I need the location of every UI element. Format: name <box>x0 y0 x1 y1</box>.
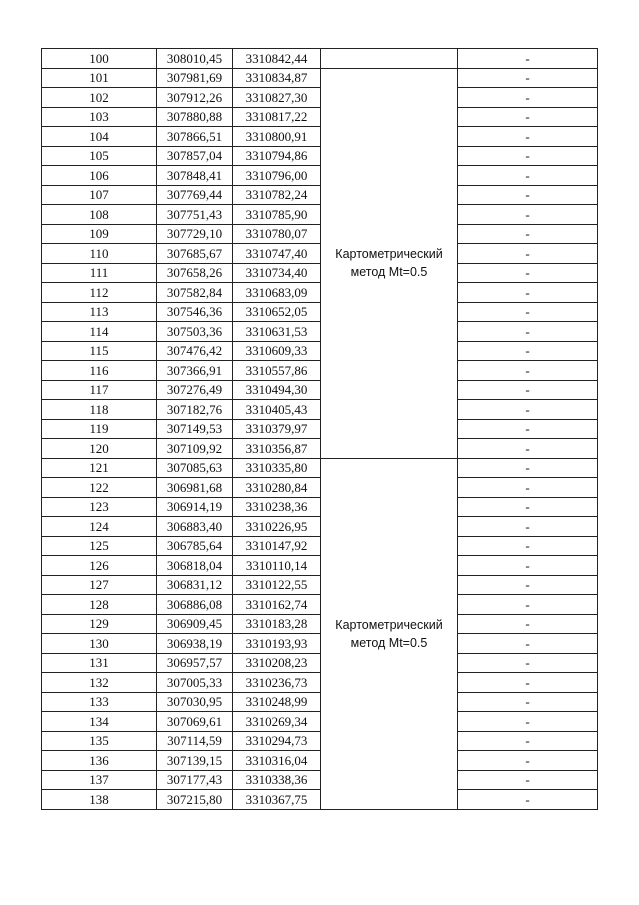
x-coordinate-cell: 306785,64 <box>157 536 233 556</box>
y-coordinate-cell: 3310238,36 <box>233 497 321 517</box>
x-coordinate-cell: 307030,95 <box>157 692 233 712</box>
note-cell: - <box>458 575 598 595</box>
note-cell: - <box>458 166 598 186</box>
point-number-cell: 136 <box>42 751 157 771</box>
note-cell: - <box>458 770 598 790</box>
y-coordinate-cell: 3310494,30 <box>233 380 321 400</box>
point-number-cell: 137 <box>42 770 157 790</box>
note-cell: - <box>458 653 598 673</box>
note-cell: - <box>458 263 598 283</box>
point-number-cell: 116 <box>42 361 157 381</box>
note-cell: - <box>458 361 598 381</box>
table-row <box>42 419 598 439</box>
table-row <box>42 556 598 576</box>
note-cell: - <box>458 107 598 127</box>
y-coordinate-cell: 3310782,24 <box>233 185 321 205</box>
y-coordinate-cell: 3310208,23 <box>233 653 321 673</box>
y-coordinate-cell: 3310356,87 <box>233 439 321 459</box>
table-row <box>42 790 598 810</box>
x-coordinate-cell: 307085,63 <box>157 458 233 478</box>
note-cell: - <box>458 556 598 576</box>
y-coordinate-cell: 3310827,30 <box>233 88 321 108</box>
x-coordinate-cell: 307751,43 <box>157 205 233 225</box>
method-cell: Картометрический метод Mt=0.5 <box>321 68 458 458</box>
note-cell: - <box>458 322 598 342</box>
x-coordinate-cell: 307685,67 <box>157 244 233 264</box>
table-row <box>42 185 598 205</box>
table-row <box>42 712 598 732</box>
note-cell: - <box>458 88 598 108</box>
point-number-cell: 107 <box>42 185 157 205</box>
table-row <box>42 146 598 166</box>
point-number-cell: 117 <box>42 380 157 400</box>
table-row <box>42 302 598 322</box>
table-row <box>42 634 598 654</box>
y-coordinate-cell: 3310122,55 <box>233 575 321 595</box>
x-coordinate-cell: 307866,51 <box>157 127 233 147</box>
note-cell: - <box>458 224 598 244</box>
y-coordinate-cell: 3310747,40 <box>233 244 321 264</box>
table-row <box>42 595 598 615</box>
coordinates-table <box>41 48 598 810</box>
x-coordinate-cell: 307366,91 <box>157 361 233 381</box>
point-number-cell: 138 <box>42 790 157 810</box>
table-row <box>42 244 598 264</box>
y-coordinate-cell: 3310785,90 <box>233 205 321 225</box>
table-row <box>42 536 598 556</box>
table-row <box>42 205 598 225</box>
y-coordinate-cell: 3310631,53 <box>233 322 321 342</box>
point-number-cell: 119 <box>42 419 157 439</box>
table-row <box>42 224 598 244</box>
note-cell: - <box>458 790 598 810</box>
point-number-cell: 132 <box>42 673 157 693</box>
table-row <box>42 751 598 771</box>
note-cell: - <box>458 380 598 400</box>
point-number-cell: 113 <box>42 302 157 322</box>
x-coordinate-cell: 306831,12 <box>157 575 233 595</box>
point-number-cell: 135 <box>42 731 157 751</box>
table-row <box>42 263 598 283</box>
point-number-cell: 102 <box>42 88 157 108</box>
x-coordinate-cell: 306981,68 <box>157 478 233 498</box>
table-row <box>42 478 598 498</box>
point-number-cell: 133 <box>42 692 157 712</box>
note-cell: - <box>458 634 598 654</box>
table-row <box>42 322 598 342</box>
table-row <box>42 673 598 693</box>
note-cell: - <box>458 68 598 88</box>
point-number-cell: 125 <box>42 536 157 556</box>
x-coordinate-cell: 307215,80 <box>157 790 233 810</box>
x-coordinate-cell: 307981,69 <box>157 68 233 88</box>
table-row <box>42 731 598 751</box>
point-number-cell: 123 <box>42 497 157 517</box>
x-coordinate-cell: 308010,45 <box>157 49 233 69</box>
table-row <box>42 653 598 673</box>
point-number-cell: 127 <box>42 575 157 595</box>
note-cell: - <box>458 400 598 420</box>
y-coordinate-cell: 3310817,22 <box>233 107 321 127</box>
x-coordinate-cell: 307582,84 <box>157 283 233 303</box>
y-coordinate-cell: 3310800,91 <box>233 127 321 147</box>
x-coordinate-cell: 307177,43 <box>157 770 233 790</box>
note-cell: - <box>458 127 598 147</box>
y-coordinate-cell: 3310147,92 <box>233 536 321 556</box>
table-row <box>42 361 598 381</box>
x-coordinate-cell: 306909,45 <box>157 614 233 634</box>
point-number-cell: 111 <box>42 263 157 283</box>
point-number-cell: 122 <box>42 478 157 498</box>
table-row <box>42 400 598 420</box>
y-coordinate-cell: 3310834,87 <box>233 68 321 88</box>
x-coordinate-cell: 307182,76 <box>157 400 233 420</box>
point-number-cell: 124 <box>42 517 157 537</box>
table-row <box>42 439 598 459</box>
x-coordinate-cell: 307276,49 <box>157 380 233 400</box>
note-cell: - <box>458 185 598 205</box>
note-cell: - <box>458 614 598 634</box>
y-coordinate-cell: 3310734,40 <box>233 263 321 283</box>
x-coordinate-cell: 307769,44 <box>157 185 233 205</box>
table-row <box>42 88 598 108</box>
y-coordinate-cell: 3310609,33 <box>233 341 321 361</box>
x-coordinate-cell: 307069,61 <box>157 712 233 732</box>
point-number-cell: 110 <box>42 244 157 264</box>
x-coordinate-cell: 307114,59 <box>157 731 233 751</box>
method-cell: Картометрический метод Mt=0.5 <box>321 458 458 809</box>
table-row <box>42 49 598 69</box>
y-coordinate-cell: 3310269,34 <box>233 712 321 732</box>
y-coordinate-cell: 3310110,14 <box>233 556 321 576</box>
x-coordinate-cell: 307880,88 <box>157 107 233 127</box>
point-number-cell: 109 <box>42 224 157 244</box>
note-cell: - <box>458 731 598 751</box>
point-number-cell: 104 <box>42 127 157 147</box>
note-cell: - <box>458 419 598 439</box>
note-cell: - <box>458 712 598 732</box>
y-coordinate-cell: 3310294,73 <box>233 731 321 751</box>
point-number-cell: 114 <box>42 322 157 342</box>
y-coordinate-cell: 3310335,80 <box>233 458 321 478</box>
y-coordinate-cell: 3310183,28 <box>233 614 321 634</box>
table-row <box>42 497 598 517</box>
method-cell <box>321 49 458 69</box>
y-coordinate-cell: 3310162,74 <box>233 595 321 615</box>
x-coordinate-cell: 307503,36 <box>157 322 233 342</box>
point-number-cell: 131 <box>42 653 157 673</box>
y-coordinate-cell: 3310338,36 <box>233 770 321 790</box>
table-row <box>42 458 598 478</box>
note-cell: - <box>458 49 598 69</box>
note-cell: - <box>458 146 598 166</box>
x-coordinate-cell: 307149,53 <box>157 419 233 439</box>
note-cell: - <box>458 478 598 498</box>
note-cell: - <box>458 439 598 459</box>
y-coordinate-cell: 3310367,75 <box>233 790 321 810</box>
point-number-cell: 103 <box>42 107 157 127</box>
y-coordinate-cell: 3310248,99 <box>233 692 321 712</box>
table-row <box>42 341 598 361</box>
point-number-cell: 100 <box>42 49 157 69</box>
x-coordinate-cell: 307857,04 <box>157 146 233 166</box>
table-row <box>42 614 598 634</box>
table-row <box>42 127 598 147</box>
y-coordinate-cell: 3310405,43 <box>233 400 321 420</box>
table-row <box>42 692 598 712</box>
table-row <box>42 68 598 88</box>
note-cell: - <box>458 517 598 537</box>
point-number-cell: 129 <box>42 614 157 634</box>
point-number-cell: 108 <box>42 205 157 225</box>
point-number-cell: 118 <box>42 400 157 420</box>
note-cell: - <box>458 458 598 478</box>
point-number-cell: 121 <box>42 458 157 478</box>
point-number-cell: 130 <box>42 634 157 654</box>
point-number-cell: 126 <box>42 556 157 576</box>
x-coordinate-cell: 307658,26 <box>157 263 233 283</box>
y-coordinate-cell: 3310557,86 <box>233 361 321 381</box>
y-coordinate-cell: 3310652,05 <box>233 302 321 322</box>
y-coordinate-cell: 3310236,73 <box>233 673 321 693</box>
note-cell: - <box>458 536 598 556</box>
coordinates-table-body <box>42 49 598 810</box>
x-coordinate-cell: 307109,92 <box>157 439 233 459</box>
y-coordinate-cell: 3310280,84 <box>233 478 321 498</box>
x-coordinate-cell: 307848,41 <box>157 166 233 186</box>
y-coordinate-cell: 3310226,95 <box>233 517 321 537</box>
table-row <box>42 283 598 303</box>
x-coordinate-cell: 307729,10 <box>157 224 233 244</box>
x-coordinate-cell: 307546,36 <box>157 302 233 322</box>
y-coordinate-cell: 3310193,93 <box>233 634 321 654</box>
table-row <box>42 770 598 790</box>
y-coordinate-cell: 3310794,86 <box>233 146 321 166</box>
note-cell: - <box>458 302 598 322</box>
point-number-cell: 115 <box>42 341 157 361</box>
table-row <box>42 166 598 186</box>
x-coordinate-cell: 307139,15 <box>157 751 233 771</box>
x-coordinate-cell: 306914,19 <box>157 497 233 517</box>
table-row <box>42 517 598 537</box>
point-number-cell: 105 <box>42 146 157 166</box>
point-number-cell: 101 <box>42 68 157 88</box>
y-coordinate-cell: 3310379,97 <box>233 419 321 439</box>
table-row <box>42 575 598 595</box>
note-cell: - <box>458 595 598 615</box>
y-coordinate-cell: 3310842,44 <box>233 49 321 69</box>
x-coordinate-cell: 306886,08 <box>157 595 233 615</box>
note-cell: - <box>458 341 598 361</box>
note-cell: - <box>458 205 598 225</box>
y-coordinate-cell: 3310780,07 <box>233 224 321 244</box>
y-coordinate-cell: 3310316,04 <box>233 751 321 771</box>
note-cell: - <box>458 692 598 712</box>
point-number-cell: 128 <box>42 595 157 615</box>
point-number-cell: 106 <box>42 166 157 186</box>
x-coordinate-cell: 306818,04 <box>157 556 233 576</box>
y-coordinate-cell: 3310683,09 <box>233 283 321 303</box>
note-cell: - <box>458 751 598 771</box>
x-coordinate-cell: 306883,40 <box>157 517 233 537</box>
point-number-cell: 120 <box>42 439 157 459</box>
table-row <box>42 380 598 400</box>
note-cell: - <box>458 244 598 264</box>
table-row <box>42 107 598 127</box>
note-cell: - <box>458 673 598 693</box>
note-cell: - <box>458 497 598 517</box>
y-coordinate-cell: 3310796,00 <box>233 166 321 186</box>
x-coordinate-cell: 307912,26 <box>157 88 233 108</box>
x-coordinate-cell: 306938,19 <box>157 634 233 654</box>
point-number-cell: 112 <box>42 283 157 303</box>
point-number-cell: 134 <box>42 712 157 732</box>
x-coordinate-cell: 307476,42 <box>157 341 233 361</box>
x-coordinate-cell: 307005,33 <box>157 673 233 693</box>
note-cell: - <box>458 283 598 303</box>
x-coordinate-cell: 306957,57 <box>157 653 233 673</box>
